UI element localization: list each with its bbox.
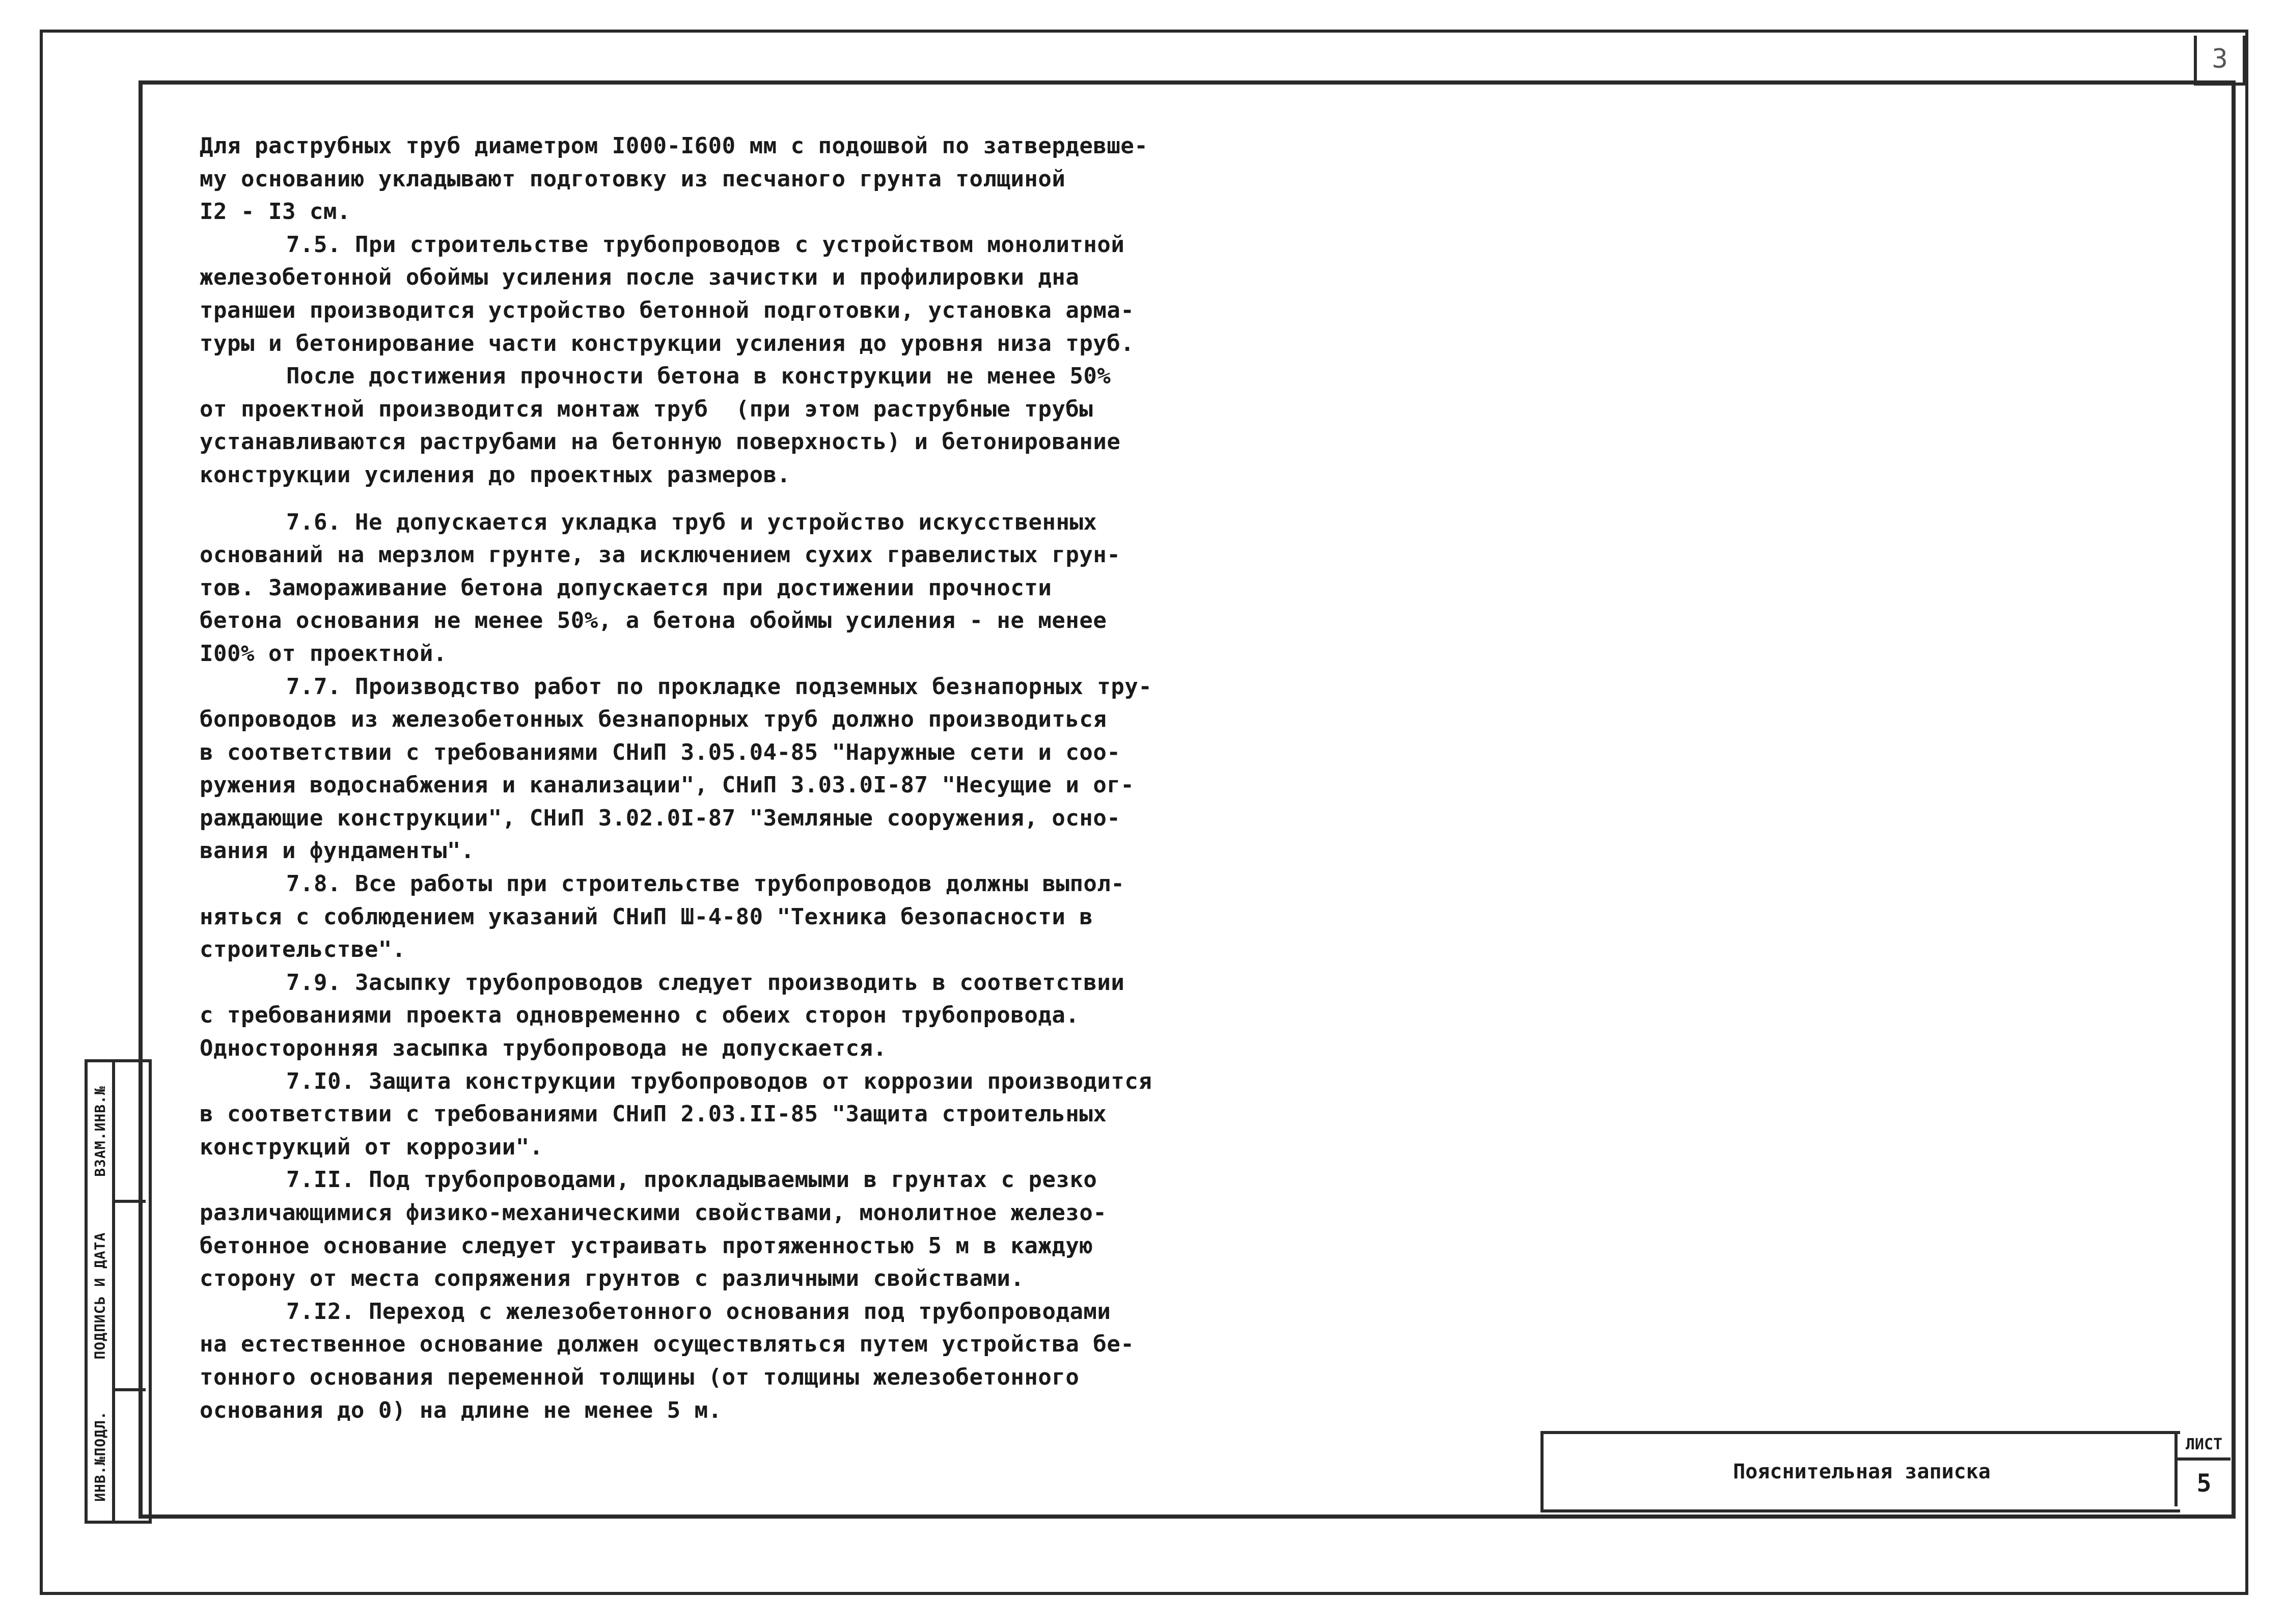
text-line: траншеи производится устройство бетонной подготовки, установка арма-	[200, 297, 1135, 323]
text-line: му основанию укладывают подготовку из песчаного грунта толщиной	[200, 166, 1066, 192]
document-body	[200, 130, 1167, 1427]
text-line: в соответствии с требованиями СНиП 3.05.04-85 "Наружные сети и соо-	[200, 739, 1121, 765]
text-line: тов. Замораживание бетона допускается при достижении прочности	[200, 574, 1052, 601]
sheet-number: 5	[2196, 1469, 2212, 1498]
text-line: вания и фундаменты".	[200, 838, 475, 864]
text-line: 7.5. При строительстве трубопроводов с устройством монолитной	[286, 231, 1125, 258]
text-line: 7.I2. Переход с железобетонного основания под трубопроводами	[286, 1298, 1111, 1325]
text-line: 7.9. Засыпку трубопроводов следует производить в соответствии	[286, 969, 1125, 996]
text-line: бопроводов из железобетонных безнапорных труб должно производиться	[200, 706, 1107, 733]
text-line: устанавливаются раструбами на бетонную поверхность) и бетонирование	[200, 429, 1121, 455]
text-line: бетонное основание следует устраивать протяженностью 5 м в каждую	[200, 1232, 1093, 1259]
text-line: различающимися физико-механическими свойствами, монолитное железо-	[200, 1200, 1107, 1226]
text-line: Односторонняя засыпка трубопровода не допускается.	[200, 1035, 887, 1062]
text-line: 7.I0. Защита конструкции трубопроводов от коррозии производится	[286, 1068, 1152, 1094]
text-line: ружения водоснабжения и канализации", СНиП 3.03.0I-87 "Несущие и ог-	[200, 772, 1135, 799]
text-line: конструкции усиления до проектных размеров.	[200, 461, 791, 488]
text-line: После достижения прочности бетона в конструкции не менее 50%	[286, 363, 1111, 390]
text-line: 7.8. Все работы при строительстве трубопроводов должны выпол-	[286, 871, 1125, 897]
side-stamp-label-replaced-inv	[87, 1062, 113, 1200]
text-line: тонного основания переменной толщины (от толщины железобетонного	[200, 1364, 1080, 1390]
text-line: 7.6. Не допускается укладка труб и устройство искусственных	[286, 509, 1097, 535]
text-line: I00% от проектной.	[200, 640, 447, 667]
side-stamp-row-divider	[112, 1200, 146, 1203]
text-line: няться с соблюдением указаний СНиП Ш-4-80 "Техника безопасности в	[200, 903, 1093, 930]
text-line: 7.7. Производство работ по прокладке подземных безнапорных тру-	[286, 673, 1152, 700]
text-line: основания до 0) на длине не менее 5 м.	[200, 1397, 722, 1423]
text-line: I2 - I3 см.	[200, 199, 351, 225]
text-line: с требованиями проекта одновременно с обеих сторон трубопровода.	[200, 1002, 1080, 1029]
side-stamp-text: ИНВ.№ПОДЛ.	[91, 1410, 108, 1502]
title-block	[1540, 1431, 2180, 1512]
text-line: на естественное основание должен осуществляться путем устройства бе-	[200, 1331, 1135, 1358]
side-stamp	[85, 1059, 152, 1524]
text-line: в соответствии с требованиями СНиП 2.03.II-85 "Защита строительных	[200, 1101, 1107, 1127]
text-line: бетона основания не менее 50%, а бетона обоймы усиления - не менее	[200, 608, 1107, 634]
side-stamp-label-signature-date	[87, 1203, 113, 1388]
corner-page-mark: 3	[2194, 36, 2246, 86]
side-stamp-label-original-inv	[87, 1391, 113, 1521]
text-line: Для раструбных труб диаметром I000-I600 мм с подошвой по затвердевше-	[200, 133, 1148, 159]
side-stamp-text: ПОДПИСЬ И ДАТА	[91, 1231, 108, 1360]
side-stamp-text: ВЗАМ.ИНВ.№	[91, 1085, 108, 1177]
text-line: железобетонной обоймы усиления после зачистки и профилировки дна	[200, 264, 1080, 291]
text-line: конструкций от коррозии".	[200, 1134, 543, 1160]
text-line: туры и бетонирование части конструкции усиления до уровня низа труб.	[200, 330, 1135, 356]
text-line: 7.II. Под трубопроводами, прокладываемыми в грунтах с резко	[286, 1167, 1097, 1193]
side-stamp-row-divider	[112, 1388, 146, 1391]
text-line: сторону от места сопряжения грунтов с различными свойствами.	[200, 1265, 1025, 1292]
text-line: строительстве".	[200, 937, 406, 963]
text-line: оснований на мерзлом грунте, за исключением сухих гравелистых грун-	[200, 542, 1121, 568]
sheet-label: ЛИСТ	[2178, 1431, 2231, 1461]
sheet-box	[2174, 1431, 2231, 1506]
text-line: раждающие конструкции", СНиП 3.02.0I-87 "Земляные сооружения, осно-	[200, 805, 1121, 831]
document-title: Пояснительная записка	[1733, 1460, 1991, 1483]
text-line: от проектной производится монтаж труб (при этом раструбные трубы	[200, 396, 1093, 422]
